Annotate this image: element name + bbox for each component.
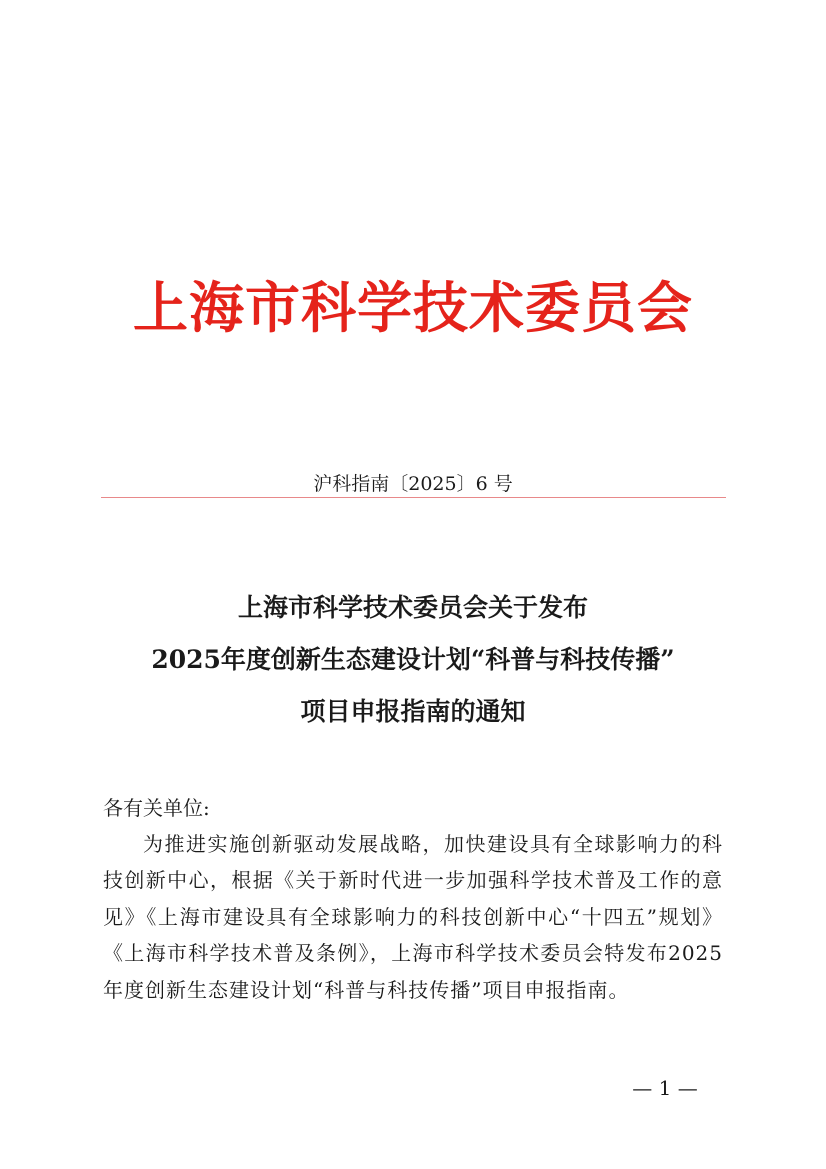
issuing-authority-masthead: 上海市科学技术委员会 [132,275,693,340]
title-line-2: 2025年度创新生态建设计划“科普与科技传播” [151,645,675,674]
red-divider-line [101,497,726,498]
title-line-3: 项目申报指南的通知 [300,697,526,726]
body-paragraph: 为推进实施创新驱动发展战略，加快建设具有全球影响力的科技创新中心，根据《关于新时代进一步加强科学技术普及工作的意见》《上海市建设具有全球影响力的科技创新中心“十四五”规划》《上海市科学技术普及条例》，上海市科学技术委员会特发布2025年度创新生态建设计划“科普与科技传播”项目申报指南。 [103,832,723,1002]
salutation: 各有关单位: [103,796,210,820]
title-line-1: 上海市科学技术委员会关于发布 [237,593,588,622]
page-number: — 1 — [632,1076,698,1100]
document-title [60,582,766,738]
document-number: 沪科指南〔2025〕6 号 [313,473,513,495]
